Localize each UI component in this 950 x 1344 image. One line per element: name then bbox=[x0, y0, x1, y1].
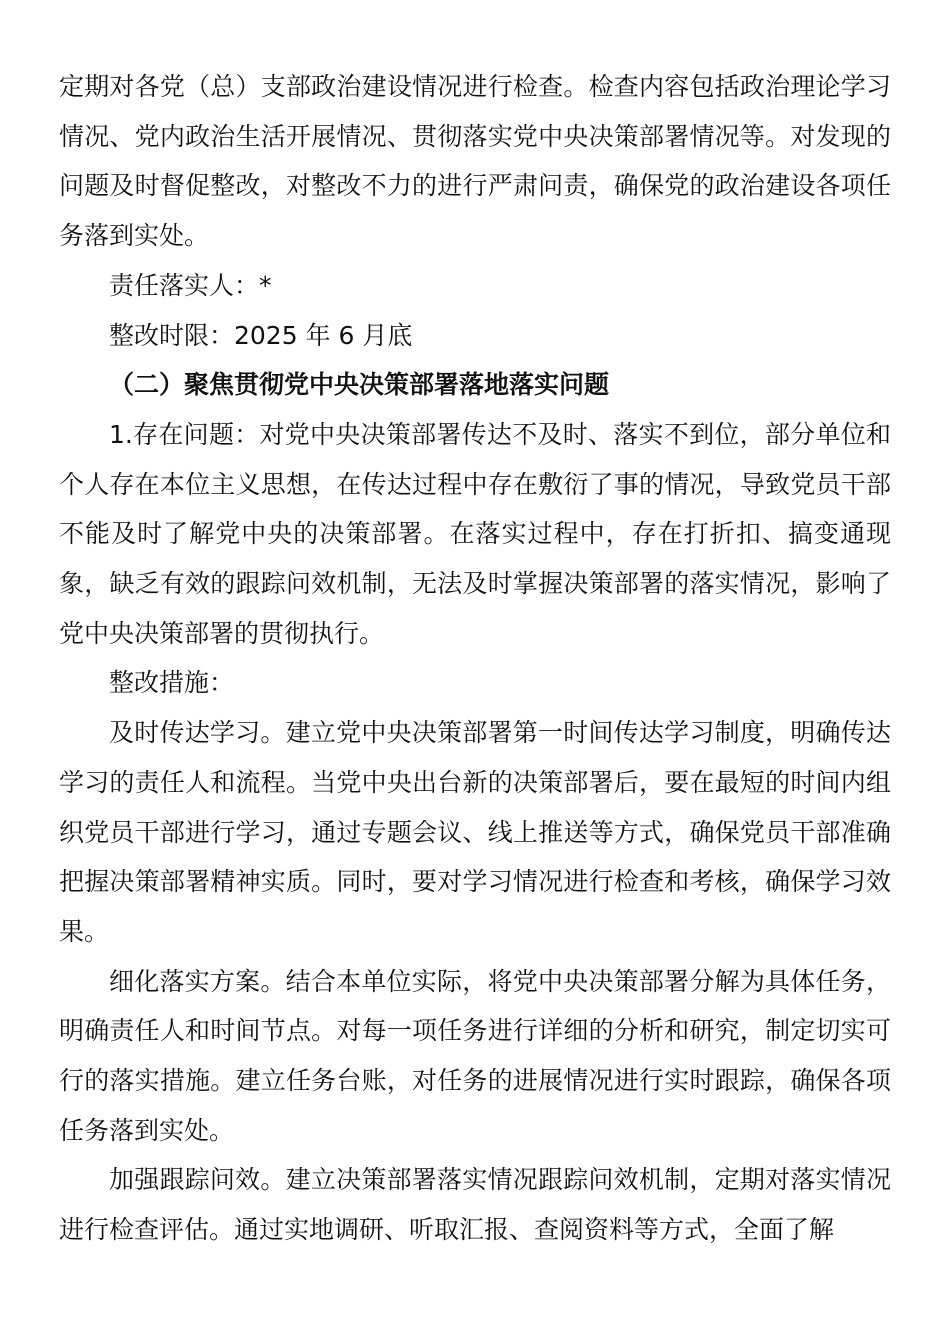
paragraph-refine-plan: 细化落实方案。结合本单位实际，将党中央决策部署分解为具体任务，明确责任人和时间节点。对每一项任务进行详细的分析和研究，制定切实可行的落实措施。建立任务台账，对任务的进展情况进行实时跟踪，确保各项任务落到实处。 bbox=[59, 966, 891, 1145]
paragraph-timely-study: 及时传达学习。建立党中央决策部署第一时间传达学习制度，明确传达学习的责任人和流程。当党中央出台新的决策部署后，要在最短的时间内组织党员干部进行学习，通过专题会议、线上推送等方式，确保党员干部准确把握决策部署精神实质。同时，要对学习情况进行检查和考核，确保学习效果。 bbox=[59, 718, 891, 946]
deadline-line: 整改时限：2025 年 6 月底 bbox=[109, 320, 413, 350]
document-body bbox=[59, 62, 891, 1255]
rectification-measures-label: 整改措施： bbox=[109, 668, 235, 698]
paragraph-inspection-continuation: 定期对各党（总）支部政治建设情况进行检查。检查内容包括政治理论学习情况、党内政治生活开展情况、贯彻落实党中央决策部署情况等。对发现的问题及时督促整改，对整改不力的进行严肃问责，确保党的政治建设各项任务落到实处。 bbox=[59, 72, 891, 251]
paragraph-tracking-accountability: 加强跟踪问效。建立决策部署落实情况跟踪问效机制，定期对落实情况进行检查评估。通过实地调研、听取汇报、查阅资料等方式，全面了解 bbox=[59, 1165, 891, 1245]
section-heading-2: （二）聚焦贯彻党中央决策部署落地落实问题 bbox=[109, 370, 610, 400]
paragraph-existing-problems: 1.存在问题：对党中央决策部署传达不及时、落实不到位，部分单位和个人存在本位主义思想，在传达过程中存在敷衍了事的情况，导致党员干部不能及时了解党中央的决策部署。在落实过程中，存在打折扣、搞变通现象，缺乏有效的跟踪问效机制，无法及时掌握决策部署的落实情况，影响了党中央决策部署的贯彻执行。 bbox=[59, 419, 891, 648]
responsible-person-line: 责任落实人：* bbox=[109, 270, 272, 300]
